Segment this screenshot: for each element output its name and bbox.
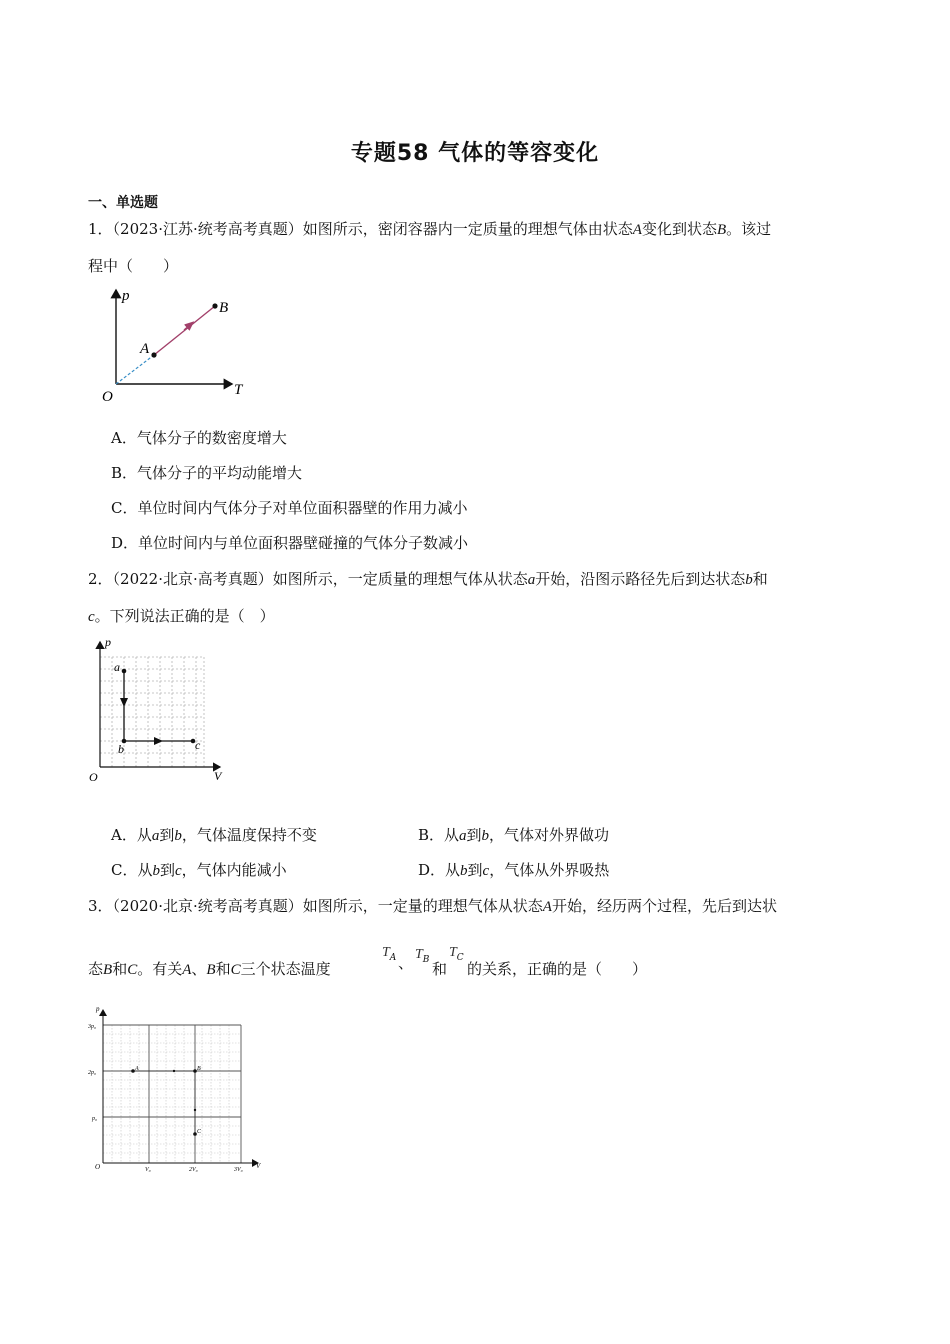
- q3-x-label: V: [256, 1162, 261, 1170]
- q2-option-a[interactable]: A．从a到b，气体温度保持不变: [111, 826, 317, 844]
- q3-label-a: A: [135, 1066, 139, 1072]
- q2-arrow-ab: [120, 698, 128, 707]
- q3-pv-graph: [86, 1000, 272, 1176]
- q3-arrow-ab: [173, 1070, 175, 1072]
- q3-temp-ta: $T_A$: [382, 945, 397, 963]
- q2-option-d[interactable]: D．从b到c，气体从外界吸热: [418, 861, 610, 879]
- q1-process-line: [154, 306, 215, 355]
- q2-option-b[interactable]: B．从a到b，气体对外界做功: [418, 826, 610, 844]
- q1-point-a: [151, 352, 156, 357]
- q1-option-a[interactable]: A．气体分子的数密度增大: [111, 429, 287, 447]
- q1-origin-label: O: [102, 389, 113, 404]
- q3-y-label: p: [96, 1005, 100, 1013]
- page-title: 专题58 气体的等容变化: [350, 141, 600, 166]
- q3-origin-label: O: [95, 1163, 101, 1171]
- q1-point-b: [212, 303, 217, 308]
- q2-label-a: a: [114, 660, 120, 674]
- q2-stem-line1: 2．（2022·北京·高考真题）如图所示，一定质量的理想气体从状态a开始，沿图示路径先后到达状态b和: [88, 570, 768, 588]
- q2-arrow-bc: [154, 737, 163, 745]
- q3-x-tick-3v0: 3V₀: [234, 1167, 243, 1173]
- q3-arrow-bc: [194, 1109, 196, 1111]
- q1-option-d[interactable]: D．单位时间内与单位面积器壁碰撞的气体分子数减小: [111, 534, 469, 552]
- q3-y-tick-p0: p₀: [92, 1116, 98, 1122]
- q1-y-label: p: [122, 288, 130, 304]
- q2-option-c[interactable]: C．从b到c，气体内能减小: [111, 861, 287, 879]
- q1-option-b[interactable]: B．气体分子的平均动能增大: [111, 464, 303, 482]
- q3-y-tick-3p0: 3p₀: [88, 1024, 97, 1030]
- q1-x-label: T: [234, 382, 243, 398]
- q3-fine-grid: [103, 1025, 241, 1163]
- q2-point-a: [122, 669, 127, 674]
- q3-stem-line1: 3．（2020·北京·统考高考真题）如图所示，一定量的理想气体从状态A开始，经历两个过程，先后到达状: [88, 897, 777, 915]
- q2-origin-label: O: [89, 770, 98, 784]
- q1-extension-dashed: [116, 355, 154, 384]
- q1-label-a: A: [140, 341, 150, 357]
- q2-label-b: b: [118, 742, 124, 756]
- q2-x-label: V: [214, 769, 222, 783]
- section-heading: 一、单选题: [88, 195, 158, 211]
- q3-x-tick-2v0: 2V₀: [189, 1167, 198, 1173]
- q3-label-b: B: [197, 1066, 201, 1072]
- q3-label-c: C: [197, 1129, 202, 1135]
- q3-temp-tc: $T_C$: [449, 945, 464, 963]
- q2-y-label: p: [105, 635, 111, 649]
- q2-stem-line2: c。下列说法正确的是（ ）: [88, 607, 275, 625]
- q3-temp-tb: $T_B$: [415, 947, 430, 965]
- q1-stem-line1: 1．（2023·江苏·统考高考真题）如图所示，密闭容器内一定质量的理想气体由状态A变化到状态B。该过: [88, 220, 772, 238]
- q1-stem-line2: 程中（ ）: [88, 257, 179, 275]
- q3-x-tick-v0: V₀: [145, 1167, 151, 1173]
- q1-option-c[interactable]: C．单位时间内气体分子对单位面积器壁的作用力减小: [111, 499, 468, 517]
- q1-label-b: B: [219, 300, 229, 316]
- q1-pt-graph: [96, 284, 256, 404]
- q2-pv-graph: [86, 634, 236, 786]
- q2-label-c: c: [195, 738, 201, 752]
- q3-y-tick-2p0: 2p₀: [88, 1070, 97, 1076]
